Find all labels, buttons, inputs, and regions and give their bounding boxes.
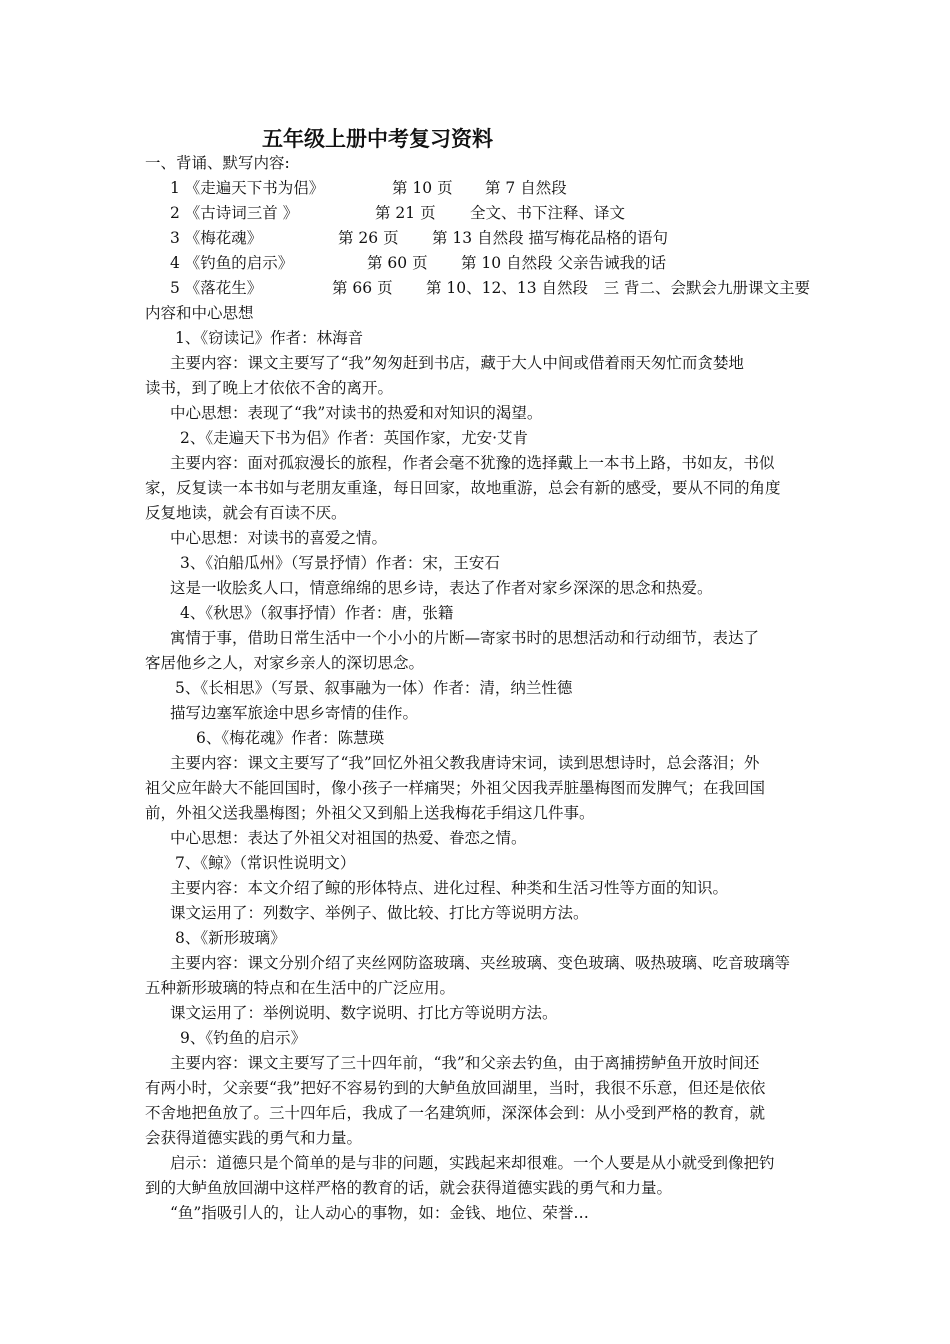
- text-line: 内容和中心思想: [145, 304, 254, 322]
- text-line: 中心思想：对读书的喜爱之情。: [170, 529, 388, 547]
- text-line: 读书，到了晚上才依依不舍的离开。: [145, 379, 394, 397]
- recite-page: 第 66 页: [332, 279, 393, 297]
- lesson-heading: 6、《梅花魂》作者：陈慧瑛: [196, 729, 385, 747]
- recite-detail: 第 13 自然段 描写梅花品格的语句: [432, 229, 669, 247]
- recite-detail: 全文、书下注释、译文: [470, 204, 626, 222]
- text-line: 主要内容：面对孤寂漫长的旅程，作者会毫不犹豫的选择戴上一本书上路，书如友，书似: [170, 454, 775, 472]
- lesson-heading: 8、《新形玻璃》: [175, 929, 286, 947]
- text-line: 不舍地把鱼放了。三十四年后，我成了一名建筑师，深深体会到：从小受到严格的教育，就: [145, 1104, 766, 1122]
- recite-detail: 第 10、12、13 自然段 三 背二、会默会九册课文主要: [426, 279, 810, 297]
- text-line: 反复地读，就会有百读不厌。: [145, 504, 347, 522]
- text-line: 到的大鲈鱼放回湖中这样严格的教育的话，就会获得道德实践的勇气和力量。: [145, 1179, 673, 1197]
- recite-page: 第 21 页: [375, 204, 436, 222]
- text-line: 主要内容：本文介绍了鲸的形体特点、进化过程、种类和生活习性等方面的知识。: [170, 879, 729, 897]
- text-line: 五种新形玻璃的特点和在生活中的广泛应用。: [145, 979, 456, 997]
- recite-detail: 第 7 自然段: [485, 179, 567, 197]
- text-line: 前，外祖父送我墨梅图；外祖父又到船上送我梅花手绢这几件事。: [145, 804, 595, 822]
- text-line: 有两小时，父亲要“我”把好不容易钓到的大鲈鱼放回湖里，当时，我很不乐意，但还是依依: [145, 1079, 766, 1097]
- text-line: 主要内容：课文主要写了三十四年前，“我”和父亲去钓鱼，由于离捕捞鲈鱼开放时间还: [170, 1054, 760, 1072]
- text-line: 主要内容：课文主要写了“我”回忆外祖父教我唐诗宋词，读到思想诗时，总会落泪；外: [170, 754, 760, 772]
- text-line: 客居他乡之人，对家乡亲人的深切思念。: [145, 654, 425, 672]
- text-line: 这是一收脍炙人口，情意绵绵的思乡诗，表达了作者对家乡深深的思念和热爱。: [170, 579, 713, 597]
- text-line: 寓情于事，借助日常生活中一个小小的片断—寄家书时的思想活动和行动细节，表达了: [170, 629, 760, 647]
- text-line: 描写边塞军旅途中思乡寄情的佳作。: [170, 704, 419, 722]
- recite-name: 3 《梅花魂》: [170, 229, 263, 247]
- lesson-heading: 2、《走遍天下书为侣》作者：英国作家，尤安·艾肯: [180, 429, 529, 447]
- recite-page: 第 10 页: [392, 179, 453, 197]
- text-line: 课文运用了：举例说明、数字说明、打比方等说明方法。: [170, 1004, 558, 1022]
- text-line: 家，反复读一本书如与老朋友重逢，每日回家，故地重游，总会有新的感受，要从不同的角度: [145, 479, 781, 497]
- recite-name: 5 《落花生》: [170, 279, 263, 297]
- recite-detail: 第 10 自然段 父亲告诫我的话: [461, 254, 667, 272]
- recite-name: 1 《走遍天下书为侣》: [170, 179, 325, 197]
- lesson-heading: 1、《窃读记》作者：林海音: [175, 329, 364, 347]
- lesson-heading: 5、《长相思》（写景、叙事融为一体）作者：清，纳兰性德: [175, 679, 573, 697]
- recite-page: 第 26 页: [338, 229, 399, 247]
- recite-name: 2 《古诗词三首 》: [170, 204, 299, 222]
- text-line: 主要内容：课文分别介绍了夹丝网防盗玻璃、夹丝玻璃、变色玻璃、吸热玻璃、吃音玻璃等: [170, 954, 791, 972]
- recite-page: 第 60 页: [367, 254, 428, 272]
- section-heading: 一、背诵、默写内容:: [145, 154, 290, 172]
- text-line: 会获得道德实践的勇气和力量。: [145, 1129, 363, 1147]
- lesson-heading: 7、《鲸》（常识性说明文）: [175, 854, 356, 872]
- document-title: 五年级上册中考复习资料: [262, 126, 493, 151]
- recite-name: 4 《钓鱼的启示》: [170, 254, 294, 272]
- text-line: 主要内容：课文主要写了“我”匆匆赶到书店，藏于大人中间或借着雨天匆忙而贪婪地: [170, 354, 744, 372]
- text-line: 启示：道德只是个简单的是与非的问题，实践起来却很难。一个人要是从小就受到像把钓: [170, 1154, 775, 1172]
- text-line: 课文运用了：列数字、举例子、做比较、打比方等说明方法。: [170, 904, 589, 922]
- lesson-heading: 3、《泊船瓜州》（写景抒情）作者：宋，王安石: [180, 554, 500, 572]
- lesson-heading: 9、《钓鱼的启示》: [180, 1029, 307, 1047]
- text-line: “鱼”指吸引人的，让人动心的事物，如：金钱、地位、荣誉…: [170, 1204, 589, 1222]
- text-line: 祖父应年龄大不能回国时，像小孩子一样痛哭；外祖父因我弄脏墨梅图而发脾气；在我回国: [145, 779, 766, 797]
- lesson-heading: 4、《秋思》（叙事抒情）作者：唐，张籍: [180, 604, 454, 622]
- text-line: 中心思想：表达了外祖父对祖国的热爱、眷恋之情。: [170, 829, 527, 847]
- text-line: 中心思想：表现了“我”对读书的热爱和对知识的渴望。: [170, 404, 543, 422]
